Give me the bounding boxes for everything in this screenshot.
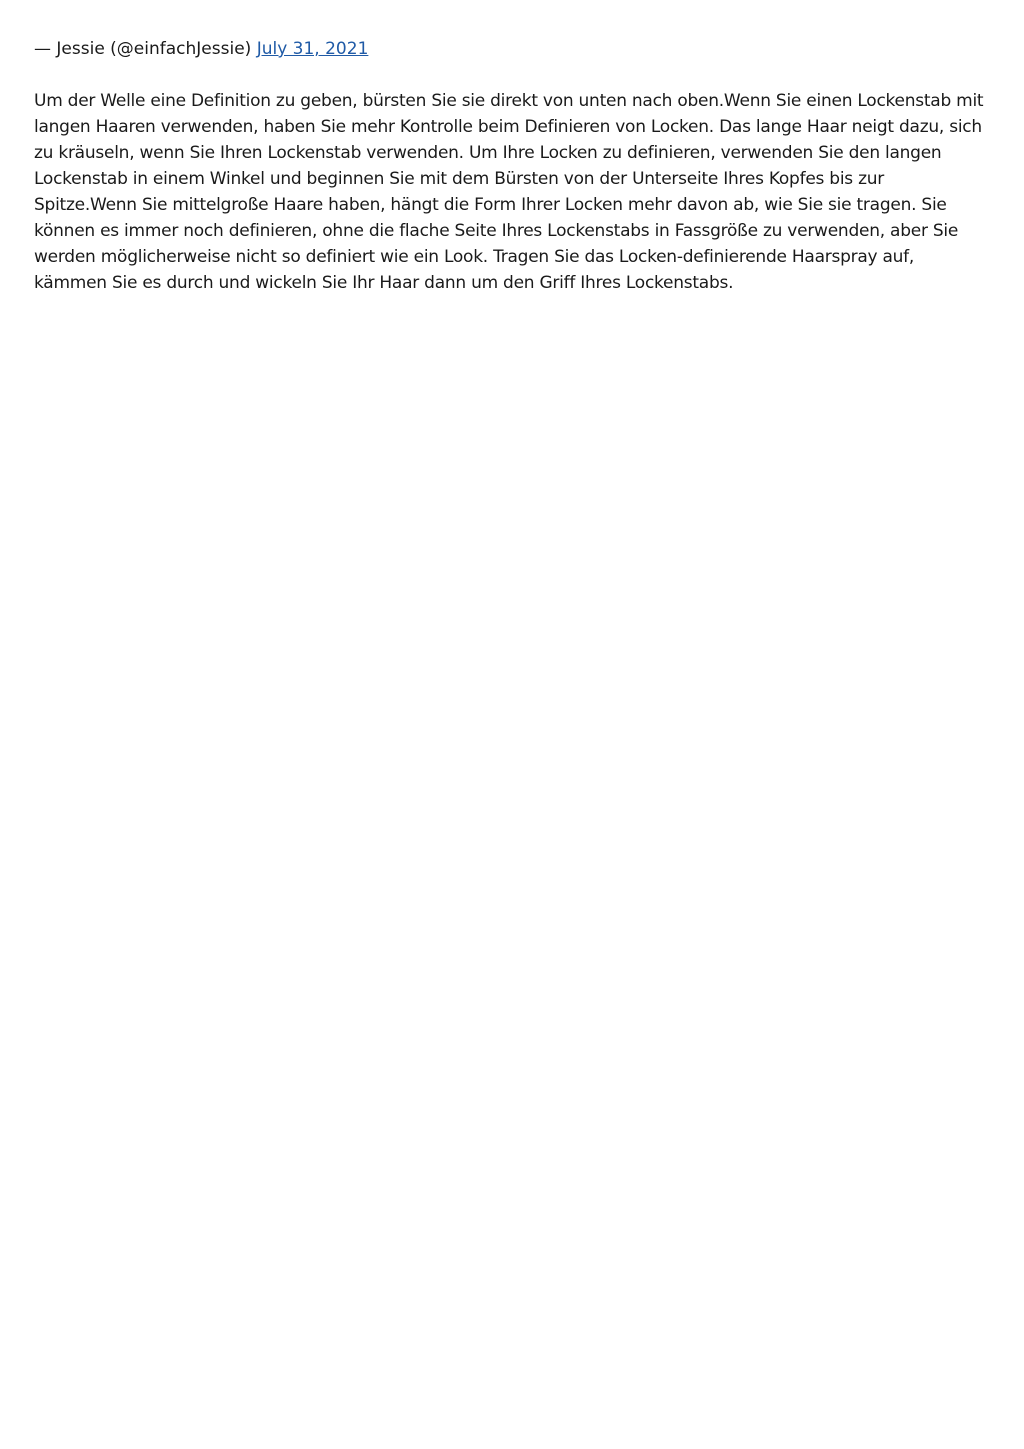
article-paragraph: Um der Welle eine Definition zu geben, bürsten Sie sie direkt von unten nach oben.Wenn Sie einen Lockenstab mit langen Haaren verwenden, haben Sie mehr Kontrolle beim Definieren von Locken. Das lange Haar neigt dazu, sich zu kräuseln, wenn Sie Ihren Lockenstab verwenden. Um Ihre Locken zu definieren, verwenden Sie den langen Lockenstab in einem Winkel und beginnen Sie mit dem Bürsten von der Unterseite Ihres Kopfes bis zur Spitze.Wenn Sie mittelgroße Haare haben, hängt die Form Ihrer Locken mehr davon ab, wie Sie sie tragen. Sie können es immer noch definieren, ohne die flache Seite Ihres Lockenstabs in Fassgröße zu verwenden, aber Sie werden möglicherweise nicht so definiert wie ein Look. Tragen Sie das Locken-definierende Haarspray auf, kämmen Sie es durch und wickeln Sie Ihr Haar dann um den Griff Ihres Lockenstabs. (34, 91, 984, 293)
attribution-author: — Jessie (@einfachJessie) (34, 39, 252, 59)
date-link[interactable]: July 31, 2021 (256, 39, 369, 59)
tweet-attribution (34, 36, 990, 62)
page-content (34, 36, 990, 296)
